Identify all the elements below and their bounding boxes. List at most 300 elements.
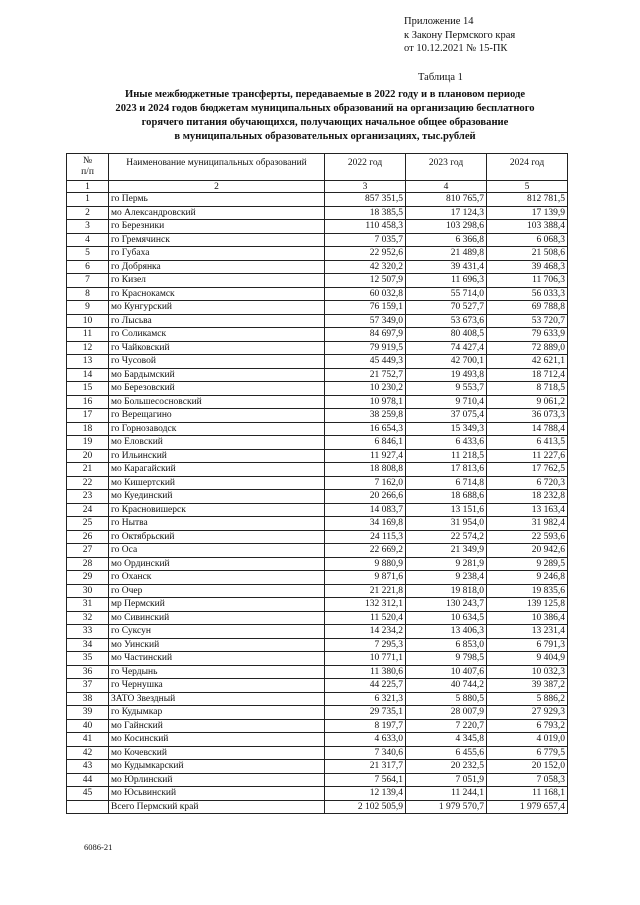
value-2024-cell: 20 942,6	[487, 544, 568, 558]
value-2022-cell: 42 320,2	[325, 260, 406, 274]
row-number-cell: 35	[67, 652, 109, 666]
table-row	[67, 787, 568, 801]
value-2024-cell: 9 404,9	[487, 652, 568, 666]
municipality-name-cell: мо Большесосновский	[109, 395, 325, 409]
municipality-name-cell: го Горнозаводск	[109, 422, 325, 436]
value-2022-cell: 11 380,6	[325, 665, 406, 679]
value-2023-cell: 130 243,7	[406, 598, 487, 612]
row-number-cell: 24	[67, 503, 109, 517]
value-2022-cell: 7 564,1	[325, 773, 406, 787]
value-2023-cell: 11 244,1	[406, 787, 487, 801]
row-number-cell: 5	[67, 247, 109, 261]
value-2023-cell: 9 798,5	[406, 652, 487, 666]
table-row	[67, 625, 568, 639]
value-2024-cell: 20 152,0	[487, 760, 568, 774]
municipality-name-cell: мо Куединский	[109, 490, 325, 504]
table-row	[67, 341, 568, 355]
municipality-name-cell: го Оханск	[109, 571, 325, 585]
value-2023-cell: 13 406,3	[406, 625, 487, 639]
table-row	[67, 368, 568, 382]
column-number: 4	[406, 181, 487, 193]
header-number-line-2: п/п	[81, 167, 94, 177]
value-2022-cell: 12 139,4	[325, 787, 406, 801]
value-2023-cell: 55 714,0	[406, 287, 487, 301]
value-2022-cell: 57 349,0	[325, 314, 406, 328]
value-2022-cell: 7 162,0	[325, 476, 406, 490]
value-2022-cell: 21 752,7	[325, 368, 406, 382]
value-2023-cell: 1 979 570,7	[406, 800, 487, 814]
value-2023-cell: 40 744,2	[406, 679, 487, 693]
value-2022-cell: 76 159,1	[325, 301, 406, 315]
table-row	[67, 665, 568, 679]
municipality-name-cell: мо Карагайский	[109, 463, 325, 477]
table-row	[67, 274, 568, 288]
value-2024-cell: 21 508,6	[487, 247, 568, 261]
appendix-line-2: к Закону Пермского края	[404, 29, 516, 41]
row-number-cell: 37	[67, 679, 109, 693]
municipality-name-cell: мо Гайнский	[109, 719, 325, 733]
value-2023-cell: 10 634,5	[406, 611, 487, 625]
value-2023-cell: 53 673,6	[406, 314, 487, 328]
header-2023: 2023 год	[406, 154, 487, 181]
table-row	[67, 233, 568, 247]
table-row	[67, 476, 568, 490]
table-row	[67, 719, 568, 733]
row-number-cell: 27	[67, 544, 109, 558]
municipality-name-cell: мр Пермский	[109, 598, 325, 612]
municipality-name-cell: го Пермь	[109, 193, 325, 207]
table-row	[67, 314, 568, 328]
value-2023-cell: 20 232,5	[406, 760, 487, 774]
value-2024-cell: 5 886,2	[487, 692, 568, 706]
value-2022-cell: 4 633,0	[325, 733, 406, 747]
value-2023-cell: 11 218,5	[406, 449, 487, 463]
row-number-cell: 40	[67, 719, 109, 733]
municipality-name-cell: го Суксун	[109, 625, 325, 639]
row-number-cell: 32	[67, 611, 109, 625]
row-number-cell: 14	[67, 368, 109, 382]
value-2022-cell: 2 102 505,9	[325, 800, 406, 814]
value-2022-cell: 16 654,3	[325, 422, 406, 436]
row-number-cell: 34	[67, 638, 109, 652]
value-2022-cell: 60 032,8	[325, 287, 406, 301]
value-2024-cell: 6 413,5	[487, 436, 568, 450]
municipality-name-cell: го Добрянка	[109, 260, 325, 274]
value-2022-cell: 6 846,1	[325, 436, 406, 450]
value-2024-cell: 6 779,5	[487, 746, 568, 760]
value-2022-cell: 14 083,7	[325, 503, 406, 517]
row-number-cell: 42	[67, 746, 109, 760]
municipality-name-cell: го Губаха	[109, 247, 325, 261]
value-2022-cell: 9 871,6	[325, 571, 406, 585]
value-2024-cell: 11 168,1	[487, 787, 568, 801]
row-number-cell: 25	[67, 517, 109, 531]
value-2022-cell: 18 385,5	[325, 206, 406, 220]
column-number: 5	[487, 181, 568, 193]
table-label: Таблица 1	[418, 72, 463, 83]
value-2023-cell: 17 813,6	[406, 463, 487, 477]
municipality-name-cell: мо Березовский	[109, 382, 325, 396]
municipality-name-cell: мо Уинский	[109, 638, 325, 652]
table-row	[67, 733, 568, 747]
value-2022-cell: 8 197,7	[325, 719, 406, 733]
municipality-name-cell: мо Кудымкарский	[109, 760, 325, 774]
table-row	[67, 544, 568, 558]
value-2023-cell: 15 349,3	[406, 422, 487, 436]
value-2024-cell: 6 793,2	[487, 719, 568, 733]
value-2024-cell: 22 593,6	[487, 530, 568, 544]
municipality-name-cell: го Чусовой	[109, 355, 325, 369]
value-2024-cell: 6 791,3	[487, 638, 568, 652]
value-2024-cell: 79 633,9	[487, 328, 568, 342]
value-2022-cell: 857 351,5	[325, 193, 406, 207]
column-number: 2	[109, 181, 325, 193]
value-2022-cell: 6 321,3	[325, 692, 406, 706]
value-2022-cell: 34 169,8	[325, 517, 406, 531]
column-number: 1	[67, 181, 109, 193]
row-number-cell: 41	[67, 733, 109, 747]
value-2022-cell: 132 312,1	[325, 598, 406, 612]
value-2022-cell: 44 225,7	[325, 679, 406, 693]
row-number-cell: 8	[67, 287, 109, 301]
row-number-cell: 45	[67, 787, 109, 801]
table-row	[67, 220, 568, 234]
value-2023-cell: 28 007,9	[406, 706, 487, 720]
appendix-header	[404, 15, 515, 56]
table-row	[67, 598, 568, 612]
value-2022-cell: 7 035,7	[325, 233, 406, 247]
table-row	[67, 355, 568, 369]
header-2022: 2022 год	[325, 154, 406, 181]
value-2024-cell: 13 231,4	[487, 625, 568, 639]
municipality-name-cell: мо Кочевский	[109, 746, 325, 760]
table-row	[67, 206, 568, 220]
value-2023-cell: 31 954,0	[406, 517, 487, 531]
municipality-name-cell: го Кизел	[109, 274, 325, 288]
value-2022-cell: 10 771,1	[325, 652, 406, 666]
value-2023-cell: 13 151,6	[406, 503, 487, 517]
municipality-name-cell: го Краснокамск	[109, 287, 325, 301]
row-number-cell	[67, 800, 109, 814]
row-number-cell: 23	[67, 490, 109, 504]
value-2023-cell: 4 345,8	[406, 733, 487, 747]
table-row	[67, 530, 568, 544]
row-number-cell: 31	[67, 598, 109, 612]
value-2023-cell: 37 075,4	[406, 409, 487, 423]
value-2023-cell: 9 281,9	[406, 557, 487, 571]
value-2024-cell: 6 068,3	[487, 233, 568, 247]
municipality-name-cell: го Гремячинск	[109, 233, 325, 247]
value-2023-cell: 9 553,7	[406, 382, 487, 396]
value-2024-cell: 72 889,0	[487, 341, 568, 355]
value-2022-cell: 38 259,8	[325, 409, 406, 423]
municipality-name-cell: мо Кунгурский	[109, 301, 325, 315]
value-2024-cell: 17 139,9	[487, 206, 568, 220]
row-number-cell: 2	[67, 206, 109, 220]
value-2022-cell: 9 880,9	[325, 557, 406, 571]
value-2023-cell: 11 696,3	[406, 274, 487, 288]
value-2022-cell: 21 317,7	[325, 760, 406, 774]
table-row	[67, 409, 568, 423]
municipality-name-cell: го Чердынь	[109, 665, 325, 679]
table-body	[67, 181, 568, 814]
value-2024-cell: 39 387,2	[487, 679, 568, 693]
value-2022-cell: 84 697,9	[325, 328, 406, 342]
value-2024-cell: 9 061,2	[487, 395, 568, 409]
table-row	[67, 247, 568, 261]
row-number-cell: 16	[67, 395, 109, 409]
value-2023-cell: 21 349,9	[406, 544, 487, 558]
municipality-name-cell: го Ильинский	[109, 449, 325, 463]
value-2024-cell: 27 929,3	[487, 706, 568, 720]
value-2024-cell: 56 033,3	[487, 287, 568, 301]
value-2023-cell: 10 407,6	[406, 665, 487, 679]
value-2022-cell: 22 669,2	[325, 544, 406, 558]
row-number-cell: 28	[67, 557, 109, 571]
table-row	[67, 746, 568, 760]
value-2023-cell: 22 574,2	[406, 530, 487, 544]
row-number-cell: 18	[67, 422, 109, 436]
table-row	[67, 436, 568, 450]
value-2024-cell: 31 982,4	[487, 517, 568, 531]
municipality-name-cell: го Березники	[109, 220, 325, 234]
value-2022-cell: 24 115,3	[325, 530, 406, 544]
municipality-name-cell: Всего Пермский край	[109, 800, 325, 814]
value-2024-cell: 812 781,5	[487, 193, 568, 207]
value-2022-cell: 14 234,2	[325, 625, 406, 639]
table-row	[67, 611, 568, 625]
row-number-cell: 4	[67, 233, 109, 247]
value-2023-cell: 19 818,0	[406, 584, 487, 598]
table-row	[67, 584, 568, 598]
row-number-cell: 33	[67, 625, 109, 639]
municipality-name-cell: мо Кишертский	[109, 476, 325, 490]
value-2024-cell: 11 227,6	[487, 449, 568, 463]
municipality-name-cell: мо Частинский	[109, 652, 325, 666]
header-number	[67, 154, 109, 181]
value-2023-cell: 42 700,1	[406, 355, 487, 369]
row-number-cell: 9	[67, 301, 109, 315]
title-line-2: 2023 и 2024 годов бюджетам муниципальных образований на организацию бесплатного	[115, 103, 535, 114]
row-number-cell: 12	[67, 341, 109, 355]
value-2022-cell: 10 978,1	[325, 395, 406, 409]
value-2024-cell: 42 621,1	[487, 355, 568, 369]
value-2022-cell: 79 919,5	[325, 341, 406, 355]
table-row	[67, 422, 568, 436]
municipality-name-cell: го Чайковский	[109, 341, 325, 355]
municipality-name-cell: мо Юрлинский	[109, 773, 325, 787]
table-row	[67, 638, 568, 652]
value-2024-cell: 10 386,4	[487, 611, 568, 625]
municipality-name-cell: мо Еловский	[109, 436, 325, 450]
value-2023-cell: 70 527,7	[406, 301, 487, 315]
value-2023-cell: 39 431,4	[406, 260, 487, 274]
table-row	[67, 490, 568, 504]
municipality-name-cell: го Нытва	[109, 517, 325, 531]
municipality-name-cell: мо Юсьвинский	[109, 787, 325, 801]
value-2022-cell: 11 927,4	[325, 449, 406, 463]
table-row	[67, 382, 568, 396]
title-line-1: Иные межбюджетные трансферты, передаваемые в 2022 году и в плановом периоде	[124, 89, 526, 100]
value-2024-cell: 9 246,8	[487, 571, 568, 585]
footer-code: 6086-21	[84, 842, 113, 852]
municipality-name-cell: го Лысьва	[109, 314, 325, 328]
value-2024-cell: 7 058,3	[487, 773, 568, 787]
value-2022-cell: 10 230,2	[325, 382, 406, 396]
value-2024-cell: 19 835,6	[487, 584, 568, 598]
row-number-cell: 11	[67, 328, 109, 342]
municipality-name-cell: го Оса	[109, 544, 325, 558]
value-2023-cell: 21 489,8	[406, 247, 487, 261]
value-2023-cell: 7 051,9	[406, 773, 487, 787]
row-number-cell: 1	[67, 193, 109, 207]
value-2024-cell: 103 388,4	[487, 220, 568, 234]
value-2024-cell: 4 019,0	[487, 733, 568, 747]
value-2024-cell: 139 125,8	[487, 598, 568, 612]
row-number-cell: 43	[67, 760, 109, 774]
table-row	[67, 571, 568, 585]
header-2024: 2024 год	[487, 154, 568, 181]
value-2023-cell: 810 765,7	[406, 193, 487, 207]
row-number-cell: 30	[67, 584, 109, 598]
value-2024-cell: 18 232,8	[487, 490, 568, 504]
value-2023-cell: 6 455,6	[406, 746, 487, 760]
value-2022-cell: 11 520,4	[325, 611, 406, 625]
table-row	[67, 557, 568, 571]
table-row	[67, 652, 568, 666]
value-2023-cell: 9 238,4	[406, 571, 487, 585]
row-number-cell: 19	[67, 436, 109, 450]
municipality-name-cell: го Очер	[109, 584, 325, 598]
row-number-cell: 38	[67, 692, 109, 706]
table-row	[67, 706, 568, 720]
value-2024-cell: 13 163,4	[487, 503, 568, 517]
value-2024-cell: 17 762,5	[487, 463, 568, 477]
total-row	[67, 800, 568, 814]
value-2022-cell: 7 295,3	[325, 638, 406, 652]
table-row	[67, 395, 568, 409]
municipality-name-cell: ЗАТО Звездный	[109, 692, 325, 706]
row-number-cell: 22	[67, 476, 109, 490]
table-row	[67, 463, 568, 477]
title-line-4: в муниципальных образовательных организациях, тыс.рублей	[174, 131, 476, 142]
municipality-name-cell: мо Сивинский	[109, 611, 325, 625]
table-row	[67, 193, 568, 207]
value-2024-cell: 9 289,5	[487, 557, 568, 571]
municipality-name-cell: го Красновишерск	[109, 503, 325, 517]
municipality-name-cell: го Кудымкар	[109, 706, 325, 720]
table-row	[67, 301, 568, 315]
municipality-name-cell: мо Александровский	[109, 206, 325, 220]
municipality-name-cell: го Соликамск	[109, 328, 325, 342]
table-row	[67, 773, 568, 787]
row-number-cell: 21	[67, 463, 109, 477]
value-2023-cell: 103 298,6	[406, 220, 487, 234]
value-2024-cell: 39 468,3	[487, 260, 568, 274]
row-number-cell: 26	[67, 530, 109, 544]
table-row	[67, 760, 568, 774]
value-2024-cell: 53 720,7	[487, 314, 568, 328]
value-2023-cell: 17 124,3	[406, 206, 487, 220]
table-row	[67, 503, 568, 517]
value-2024-cell: 69 788,8	[487, 301, 568, 315]
header-name: Наименование муниципальных образований	[109, 154, 325, 181]
header-number-line-1: №	[82, 156, 93, 166]
value-2024-cell: 10 032,3	[487, 665, 568, 679]
value-2022-cell: 20 266,6	[325, 490, 406, 504]
value-2022-cell: 12 507,9	[325, 274, 406, 288]
row-number-cell: 15	[67, 382, 109, 396]
appendix-line-1: Приложение 14	[404, 16, 474, 27]
value-2023-cell: 6 433,6	[406, 436, 487, 450]
value-2022-cell: 22 952,6	[325, 247, 406, 261]
municipality-name-cell: го Верещагино	[109, 409, 325, 423]
table-row	[67, 260, 568, 274]
row-number-cell: 44	[67, 773, 109, 787]
row-number-cell: 3	[67, 220, 109, 234]
value-2023-cell: 74 427,4	[406, 341, 487, 355]
row-number-cell: 17	[67, 409, 109, 423]
row-number-cell: 7	[67, 274, 109, 288]
row-number-cell: 20	[67, 449, 109, 463]
value-2023-cell: 80 408,5	[406, 328, 487, 342]
value-2023-cell: 6 366,8	[406, 233, 487, 247]
row-number-cell: 13	[67, 355, 109, 369]
transfers-table	[66, 153, 568, 814]
column-number-row	[67, 181, 568, 193]
table-row	[67, 692, 568, 706]
table-row	[67, 287, 568, 301]
row-number-cell: 36	[67, 665, 109, 679]
appendix-line-3: от 10.12.2021 № 15-ПК	[404, 43, 508, 54]
value-2022-cell: 110 458,3	[325, 220, 406, 234]
value-2024-cell: 11 706,3	[487, 274, 568, 288]
value-2023-cell: 18 688,6	[406, 490, 487, 504]
row-number-cell: 39	[67, 706, 109, 720]
municipality-name-cell: го Октябрьский	[109, 530, 325, 544]
value-2024-cell: 18 712,4	[487, 368, 568, 382]
value-2024-cell: 1 979 657,4	[487, 800, 568, 814]
municipality-name-cell: мо Ординский	[109, 557, 325, 571]
value-2023-cell: 5 880,5	[406, 692, 487, 706]
table-row	[67, 449, 568, 463]
column-number: 3	[325, 181, 406, 193]
value-2023-cell: 9 710,4	[406, 395, 487, 409]
value-2022-cell: 18 808,8	[325, 463, 406, 477]
municipality-name-cell: мо Бардымский	[109, 368, 325, 382]
value-2023-cell: 6 714,8	[406, 476, 487, 490]
value-2022-cell: 29 735,1	[325, 706, 406, 720]
table-row	[67, 679, 568, 693]
value-2023-cell: 19 493,8	[406, 368, 487, 382]
value-2022-cell: 45 449,3	[325, 355, 406, 369]
value-2023-cell: 6 853,0	[406, 638, 487, 652]
row-number-cell: 6	[67, 260, 109, 274]
row-number-cell: 10	[67, 314, 109, 328]
value-2024-cell: 6 720,3	[487, 476, 568, 490]
value-2024-cell: 8 718,5	[487, 382, 568, 396]
document-title	[60, 88, 590, 144]
value-2024-cell: 14 788,4	[487, 422, 568, 436]
table-header-row	[67, 154, 568, 181]
title-line-3: горячего питания обучающихся, получающих начальное общее образование	[141, 117, 509, 128]
municipality-name-cell: мо Косинский	[109, 733, 325, 747]
value-2024-cell: 36 073,3	[487, 409, 568, 423]
value-2022-cell: 7 340,6	[325, 746, 406, 760]
row-number-cell: 29	[67, 571, 109, 585]
value-2023-cell: 7 220,7	[406, 719, 487, 733]
table-row	[67, 517, 568, 531]
